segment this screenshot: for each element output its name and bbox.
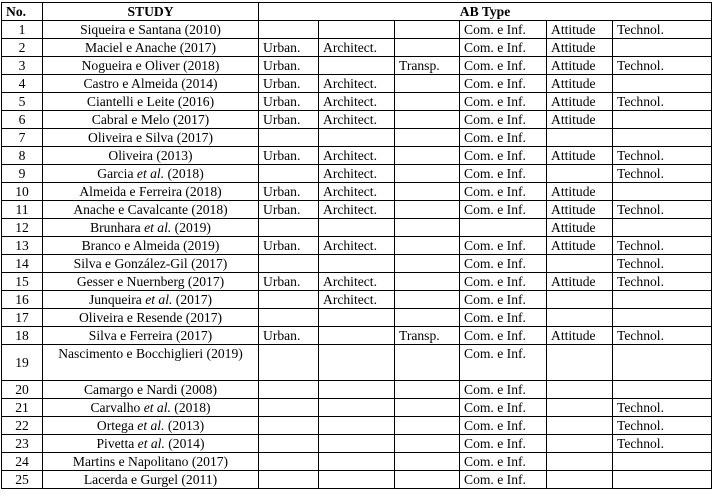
cell-architect [319,381,395,399]
cell-transp [395,255,460,273]
cell-technol: Technol. [613,435,712,453]
cell-transp [395,453,460,471]
cell-attitude [547,453,613,471]
cell-attitude: Attitude [547,75,613,93]
study-author: Brunhara [90,220,141,235]
cell-study [43,471,259,489]
table-row [2,165,712,183]
cell-attitude [547,165,613,183]
cell-no: 11 [2,201,43,219]
study-author: Ortega [96,418,134,433]
cell-study [43,219,259,237]
cell-technol: Technol. [613,273,712,291]
cell-architect [319,255,395,273]
cell-urban: Urban. [259,183,319,201]
cell-architect [319,399,395,417]
cell-architect [319,309,395,327]
cell-architect: Architect. [319,237,395,255]
cell-technol [613,75,712,93]
table-row [2,21,712,39]
study-author: Oliveira e Resende (2017) [78,310,223,325]
cell-study [43,201,259,219]
cell-architect: Architect. [319,111,395,129]
cell-technol [613,291,712,309]
cell-com-inf: Com. e Inf. [460,381,547,399]
cell-com-inf: Com. e Inf. [460,471,547,489]
cell-architect [319,21,395,39]
study-author: Ciantelli e Leite (2016) [86,94,215,109]
cell-urban: Urban. [259,327,319,345]
cell-attitude [547,381,613,399]
cell-attitude: Attitude [547,219,613,237]
study-author: Gesser e Nuernberg (2017) [76,274,225,289]
study-author: Lacerda e Gurgel (2011) [83,472,218,487]
cell-urban: Urban. [259,93,319,111]
table-row [2,381,712,399]
cell-attitude: Attitude [547,111,613,129]
cell-attitude [547,129,613,147]
cell-technol: Technol. [613,201,712,219]
table-row [2,291,712,309]
table-row [2,471,712,489]
cell-urban [259,381,319,399]
cell-com-inf: Com. e Inf. [460,111,547,129]
cell-attitude [547,291,613,309]
cell-com-inf: Com. e Inf. [460,255,547,273]
cell-no: 3 [2,57,43,75]
cell-no: 21 [2,399,43,417]
cell-no: 18 [2,327,43,345]
cell-study [43,183,259,201]
cell-attitude: Attitude [547,39,613,57]
cell-transp [395,201,460,219]
cell-study [43,93,259,111]
cell-com-inf: Com. e Inf. [460,129,547,147]
cell-transp [395,471,460,489]
cell-com-inf: Com. e Inf. [460,291,547,309]
cell-study [43,327,259,345]
cell-study [43,435,259,453]
cell-transp [395,183,460,201]
cell-urban [259,129,319,147]
cell-architect [319,435,395,453]
cell-no: 17 [2,309,43,327]
cell-study [43,165,259,183]
cell-study [43,237,259,255]
cell-urban [259,399,319,417]
table-row [2,453,712,471]
study-author: Maciel e Anache (2017) [85,40,216,55]
cell-transp [395,219,460,237]
cell-urban [259,435,319,453]
cell-transp [395,147,460,165]
cell-urban [259,219,319,237]
cell-attitude: Attitude [547,21,613,39]
study-year: (2019) [171,220,211,235]
cell-technol: Technol. [613,327,712,345]
study-author: Nogueira e Oliver (2018) [81,58,220,73]
study-et-al: et al. [136,166,165,181]
study-author: Cabral e Melo (2017) [91,112,210,127]
cell-architect: Architect. [319,147,395,165]
cell-no: 7 [2,129,43,147]
cell-com-inf: Com. e Inf. [460,21,547,39]
cell-no: 1 [2,21,43,39]
cell-architect [319,345,395,381]
cell-attitude [547,399,613,417]
table-row [2,435,712,453]
study-et-al: et al. [145,292,173,307]
cell-attitude [547,309,613,327]
cell-urban: Urban. [259,237,319,255]
cell-study [43,129,259,147]
study-year: (2014) [164,436,205,451]
cell-com-inf: Com. e Inf. [460,147,547,165]
cell-com-inf: Com. e Inf. [460,183,547,201]
cell-urban: Urban. [259,273,319,291]
cell-com-inf: Com. e Inf. [460,93,547,111]
cell-attitude: Attitude [547,273,613,291]
cell-transp [395,111,460,129]
cell-architect [319,471,395,489]
study-et-al: et al. [137,436,165,451]
cell-transp [395,399,460,417]
table-row [2,273,712,291]
cell-no: 25 [2,471,43,489]
cell-attitude: Attitude [547,93,613,111]
cell-technol: Technol. [613,165,712,183]
study-et-al: et al. [144,220,172,235]
cell-study [43,399,259,417]
study-year: (2018) [170,400,211,415]
cell-urban [259,309,319,327]
study-author: Castro e Almeida (2014) [83,76,218,91]
study-author: Silva e Ferreira (2017) [88,328,213,343]
header-row [2,3,712,21]
table-row [2,237,712,255]
cell-technol [613,471,712,489]
cell-attitude [547,345,613,381]
cell-study [43,309,259,327]
cell-attitude [547,255,613,273]
cell-technol: Technol. [613,147,712,165]
cell-technol [613,219,712,237]
cell-attitude: Attitude [547,327,613,345]
cell-transp [395,93,460,111]
cell-study [43,417,259,435]
study-et-al: et al. [143,400,171,415]
cell-transp [395,435,460,453]
study-year: (2018) [164,166,204,181]
cell-architect [319,57,395,75]
study-author: Siqueira e Santana (2010) [80,22,221,37]
cell-transp [395,75,460,93]
cell-technol [613,453,712,471]
cell-com-inf [460,219,547,237]
cell-technol [613,129,712,147]
cell-urban [259,291,319,309]
cell-urban [259,21,319,39]
cell-no: 5 [2,93,43,111]
cell-transp [395,345,460,381]
cell-study [43,147,259,165]
header-ab-type: AB Type [259,3,712,21]
cell-no: 4 [2,75,43,93]
cell-no: 22 [2,417,43,435]
cell-no: 20 [2,381,43,399]
cell-technol: Technol. [613,417,712,435]
cell-architect: Architect. [319,39,395,57]
cell-attitude: Attitude [547,183,613,201]
cell-study [43,381,259,399]
cell-study [43,273,259,291]
cell-attitude [547,417,613,435]
cell-com-inf: Com. e Inf. [460,201,547,219]
table-row [2,129,712,147]
cell-study [43,291,259,309]
cell-no: 14 [2,255,43,273]
cell-architect: Architect. [319,201,395,219]
cell-com-inf: Com. e Inf. [460,399,547,417]
study-year: (2017) [172,292,213,307]
cell-urban: Urban. [259,75,319,93]
cell-transp: Transp. [395,57,460,75]
table-body [2,21,712,489]
table-row [2,309,712,327]
cell-study [43,57,259,75]
cell-urban: Urban. [259,39,319,57]
cell-urban [259,165,319,183]
cell-technol: Technol. [613,237,712,255]
study-year: (2013) [164,418,205,433]
header-no: No. [2,3,43,21]
cell-transp: Transp. [395,327,460,345]
cell-attitude: Attitude [547,57,613,75]
cell-com-inf: Com. e Inf. [460,57,547,75]
cell-technol [613,111,712,129]
cell-no: 23 [2,435,43,453]
cell-urban: Urban. [259,201,319,219]
study-author: Anache e Cavalcante (2018) [73,202,228,217]
cell-com-inf: Com. e Inf. [460,309,547,327]
cell-no: 9 [2,165,43,183]
cell-transp [395,309,460,327]
cell-urban: Urban. [259,111,319,129]
cell-com-inf: Com. e Inf. [460,273,547,291]
cell-attitude: Attitude [547,147,613,165]
table-row [2,219,712,237]
cell-study [43,75,259,93]
cell-architect: Architect. [319,75,395,93]
study-author: Garcia [97,166,134,181]
cell-urban [259,417,319,435]
cell-study [43,255,259,273]
cell-architect [319,129,395,147]
cell-architect [319,417,395,435]
cell-technol [613,183,712,201]
cell-transp [395,381,460,399]
cell-architect: Architect. [319,183,395,201]
cell-technol: Technol. [613,93,712,111]
cell-no: 8 [2,147,43,165]
cell-architect [319,219,395,237]
cell-no: 16 [2,291,43,309]
cell-com-inf: Com. e Inf. [460,345,547,381]
cell-technol [613,381,712,399]
cell-technol [613,345,712,381]
study-author: Branco e Almeida (2019) [81,238,220,253]
study-author: Martins e Napolitano (2017) [72,454,229,469]
study-author: Junqueira [88,292,142,307]
cell-transp [395,129,460,147]
cell-transp [395,273,460,291]
cell-study [43,345,259,381]
table-row [2,399,712,417]
table-row [2,75,712,93]
cell-attitude [547,471,613,489]
cell-transp [395,417,460,435]
cell-technol: Technol. [613,255,712,273]
study-et-al: et al. [137,418,165,433]
cell-transp [395,165,460,183]
cell-no: 10 [2,183,43,201]
cell-com-inf: Com. e Inf. [460,237,547,255]
cell-urban: Urban. [259,147,319,165]
cell-architect: Architect. [319,93,395,111]
cell-technol [613,39,712,57]
cell-technol [613,309,712,327]
cell-attitude: Attitude [547,237,613,255]
cell-no: 6 [2,111,43,129]
cell-architect: Architect. [319,273,395,291]
table-row [2,147,712,165]
table-row [2,111,712,129]
cell-com-inf: Com. e Inf. [460,75,547,93]
study-author: Nascimento e Bocchiglieri (2019) [58,346,243,361]
table-row [2,417,712,435]
cell-study [43,21,259,39]
cell-com-inf: Com. e Inf. [460,327,547,345]
cell-attitude: Attitude [547,201,613,219]
cell-transp [395,21,460,39]
cell-urban [259,471,319,489]
cell-technol: Technol. [613,57,712,75]
cell-com-inf: Com. e Inf. [460,39,547,57]
study-author: Pivetta [96,436,135,451]
cell-study [43,111,259,129]
cell-urban [259,255,319,273]
cell-technol: Technol. [613,21,712,39]
cell-architect [319,453,395,471]
cell-urban: Urban. [259,57,319,75]
cell-transp [395,237,460,255]
study-author: Carvalho [90,400,141,415]
table-row [2,201,712,219]
cell-no: 2 [2,39,43,57]
cell-technol: Technol. [613,399,712,417]
cell-no: 24 [2,453,43,471]
cell-architect [319,327,395,345]
cell-transp [395,39,460,57]
cell-architect: Architect. [319,165,395,183]
table-row [2,39,712,57]
cell-no: 13 [2,237,43,255]
table-row [2,57,712,75]
study-author: Silva e González-Gil (2017) [73,256,228,271]
cell-study [43,39,259,57]
cell-transp [395,291,460,309]
cell-attitude [547,435,613,453]
table-row [2,183,712,201]
study-author: Camargo e Nardi (2008) [83,382,217,397]
cell-com-inf: Com. e Inf. [460,435,547,453]
table-row [2,327,712,345]
table-row [2,93,712,111]
cell-no: 12 [2,219,43,237]
cell-no: 15 [2,273,43,291]
cell-com-inf: Com. e Inf. [460,417,547,435]
cell-no: 19 [2,345,43,381]
cell-urban [259,453,319,471]
table-row [2,255,712,273]
study-author: Oliveira (2013) [108,148,193,163]
study-author: Oliveira e Silva (2017) [88,130,213,145]
ab-type-table [1,2,712,489]
study-author: Almeida e Ferreira (2018) [79,184,222,199]
cell-study [43,453,259,471]
cell-com-inf: Com. e Inf. [460,165,547,183]
cell-architect: Architect. [319,291,395,309]
cell-com-inf: Com. e Inf. [460,453,547,471]
table-row [2,345,712,381]
cell-urban [259,345,319,381]
header-study: STUDY [43,3,259,21]
